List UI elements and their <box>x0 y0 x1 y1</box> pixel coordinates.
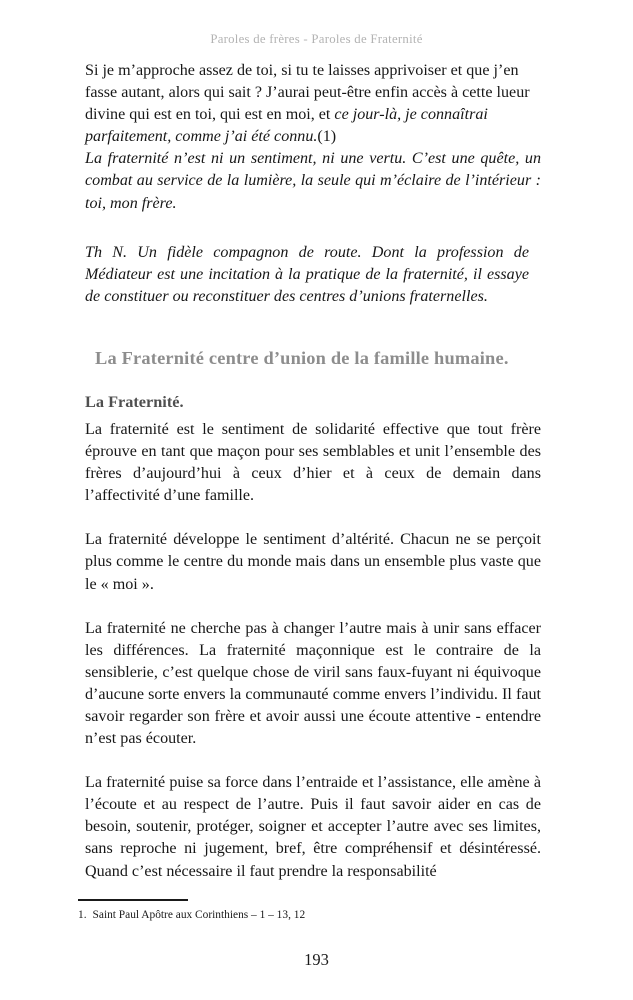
sub-heading: La Fraternité. <box>85 391 184 411</box>
paragraph-gap <box>85 596 541 618</box>
heading-gap-top <box>85 308 541 346</box>
page-number: 193 <box>304 950 329 969</box>
quote-paragraph <box>85 60 541 148</box>
footnote-separator-rule <box>78 899 188 901</box>
paragraph-gap <box>85 507 541 529</box>
body-paragraph-1: La fraternité est le sentiment de solidarité effective que tout frère éprouve en tant que maçon pour ses semblables et unit l’ensemble des frères d’aujourd’hui à ceux d’hier et à ceux de demain dans l’affectivité d’une famille. <box>85 420 541 505</box>
section-heading: La Fraternité centre d’union de la famille humaine. <box>95 347 509 368</box>
quote-roman-text: Si je m’approche assez de toi, si tu te laisses apprivoiser et que j’en fasse autant, alors qui sait ? J’aurai peut-être enfin accès à cette lueur divine qui est en toi, qui est en moi, et <box>85 62 530 124</box>
quote-italic-text: ce jour-là, je connaîtrai parfaitement, comme j’ai été connu. <box>85 106 488 146</box>
footnote-entry <box>78 908 548 923</box>
running-head: Paroles de frères - Paroles de Fraternité <box>210 32 423 46</box>
footnote-reference: (1) <box>317 128 337 146</box>
italic-definition-paragraph: La fraternité n’est ni un sentiment, ni une vertu. C’est une quête, un combat au service de la lumière, la seule qui m’éclaire de l’intérieur : toi, mon frère. <box>85 150 541 212</box>
testimony-paragraph: Th N. Un fidèle compagnon de route. Dont la profession de Médiateur est une incitation à la pratique de la fraternité, il essaye de constituer ou reconstituer des centres d’unions fraternelles. <box>85 243 529 305</box>
text-column <box>85 60 541 883</box>
body-paragraph-3: La fraternité ne cherche pas à changer l’autre mais à unir sans effacer les différences. La fraternité maçonnique est le contraire de la sensiblerie, c’est quelque chose de viril sans faux-fuyant ni équivoque d’aucune sorte envers la communauté comme envers l’individu. Il faut savoir regarder son frère et avoir aussi une écoute attentive - entendre n’est pas écouter. <box>85 619 541 748</box>
footnote-area <box>78 899 548 923</box>
heading-gap-bottom <box>85 370 541 391</box>
footnote-text: Saint Paul Apôtre aux Corinthiens – 1 – 13, 12 <box>92 908 306 921</box>
body-paragraph-4: La fraternité puise sa force dans l’entraide et l’assistance, elle amène à l’écoute et au respect de l’autre. Puis il faut savoir aider en cas de besoin, soutenir, protéger, soigner et accepter l’autre avec ses limites, sans reproche ni jugement, bref, être compréhensif et désintéressé. Quand c’est nécessaire il faut prendre la responsabilité <box>85 774 541 880</box>
paragraph-gap <box>85 750 541 772</box>
body-paragraph-2: La fraternité développe le sentiment d’altérité. Chacun ne se perçoit plus comme le centre du monde mais dans un ensemble plus vaste que le « moi ». <box>85 531 541 593</box>
footnote-number: 1. <box>78 908 87 921</box>
paragraph-gap <box>85 215 541 242</box>
